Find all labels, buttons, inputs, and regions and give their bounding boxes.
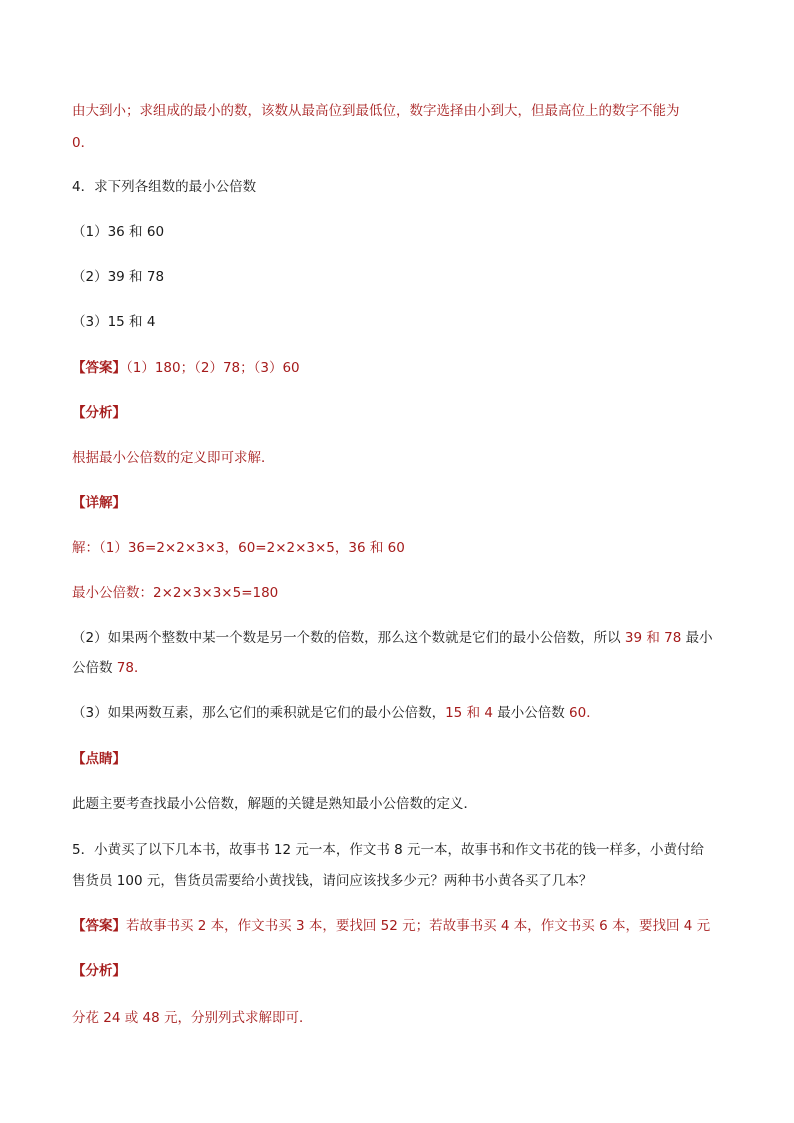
detail-4-start: （3）如果两数互素，那么它们的乘积就是它们的最小公倍数， bbox=[72, 705, 446, 721]
question-4-detail-1: 解：（1）36=2×2×3×3，60=2×2×3×5，36 和 60 bbox=[72, 540, 405, 556]
question-4-comment-text: 此题主要考查找最小公倍数，解题的关键是熟知最小公倍数的定义． bbox=[72, 796, 477, 812]
question-4-detail-2: 最小公倍数：2×2×3×3×5=180 bbox=[72, 585, 279, 601]
answer-text: （1）180；（2）78；（3）60 bbox=[126, 360, 300, 376]
question-4-answer bbox=[72, 358, 300, 378]
question-4-detail-4 bbox=[72, 703, 600, 723]
question-4-detail-label: 【详解】 bbox=[72, 495, 126, 511]
detail-3b-start: 公倍数 bbox=[72, 660, 117, 676]
question-5-line-2: 售货员 100 元，售货员需要给小黄找钱，请问应该找多少元？两种书小黄各买了几本？ bbox=[72, 873, 593, 889]
question-5-answer bbox=[72, 916, 710, 936]
question-4-detail-3b bbox=[72, 658, 147, 678]
question-5-line-1: 5．小黄买了以下几本书，故事书 12 元一本，作文书 8 元一本，故事书和作文书花的钱一样多，小黄付给 bbox=[72, 842, 705, 858]
intro-line-2: 0． bbox=[72, 135, 95, 151]
question-4-analysis-label: 【分析】 bbox=[72, 405, 126, 421]
answer-label: 【答案】 bbox=[72, 918, 126, 934]
intro-line-1: 由大到小；求组成的最小的数，该数从最高位到最低位，数字选择由小到大，但最高位上的数字不能为 bbox=[72, 103, 680, 119]
detail-3a-end: 最小 bbox=[685, 630, 713, 646]
question-4-analysis-text: 根据最小公倍数的定义即可求解． bbox=[72, 450, 275, 466]
detail-3a-nums: 39 和 78 bbox=[620, 630, 686, 646]
detail-4-mid: 最小公倍数 bbox=[497, 705, 570, 721]
question-4-comment-label: 【点睛】 bbox=[72, 751, 126, 767]
detail-3b-num: 78． bbox=[116, 660, 148, 676]
question-4-item-3: （3）15 和 4 bbox=[72, 314, 156, 330]
answer-text: 若故事书买 2 本，作文书买 3 本，要找回 52 元；若故事书买 4 本，作文书买 6 本，要找回 4 元 bbox=[126, 918, 711, 934]
question-5-analysis-label: 【分析】 bbox=[72, 963, 126, 979]
answer-label: 【答案】 bbox=[72, 360, 126, 376]
question-4-detail-3a bbox=[72, 628, 713, 648]
detail-3a-start: （2）如果两个整数中某一个数是另一个数的倍数，那么这个数就是它们的最小公倍数，所以 bbox=[72, 630, 621, 646]
question-5-analysis-text: 分花 24 或 48 元，分别列式求解即可． bbox=[72, 1010, 313, 1026]
detail-4-num: 60． bbox=[569, 705, 600, 721]
question-4-item-1: （1）36 和 60 bbox=[72, 224, 165, 240]
detail-4-nums: 15 和 4 bbox=[445, 705, 498, 721]
question-4-title: 4．求下列各组数的最小公倍数 bbox=[72, 179, 257, 195]
question-4-item-2: （2）39 和 78 bbox=[72, 269, 165, 285]
